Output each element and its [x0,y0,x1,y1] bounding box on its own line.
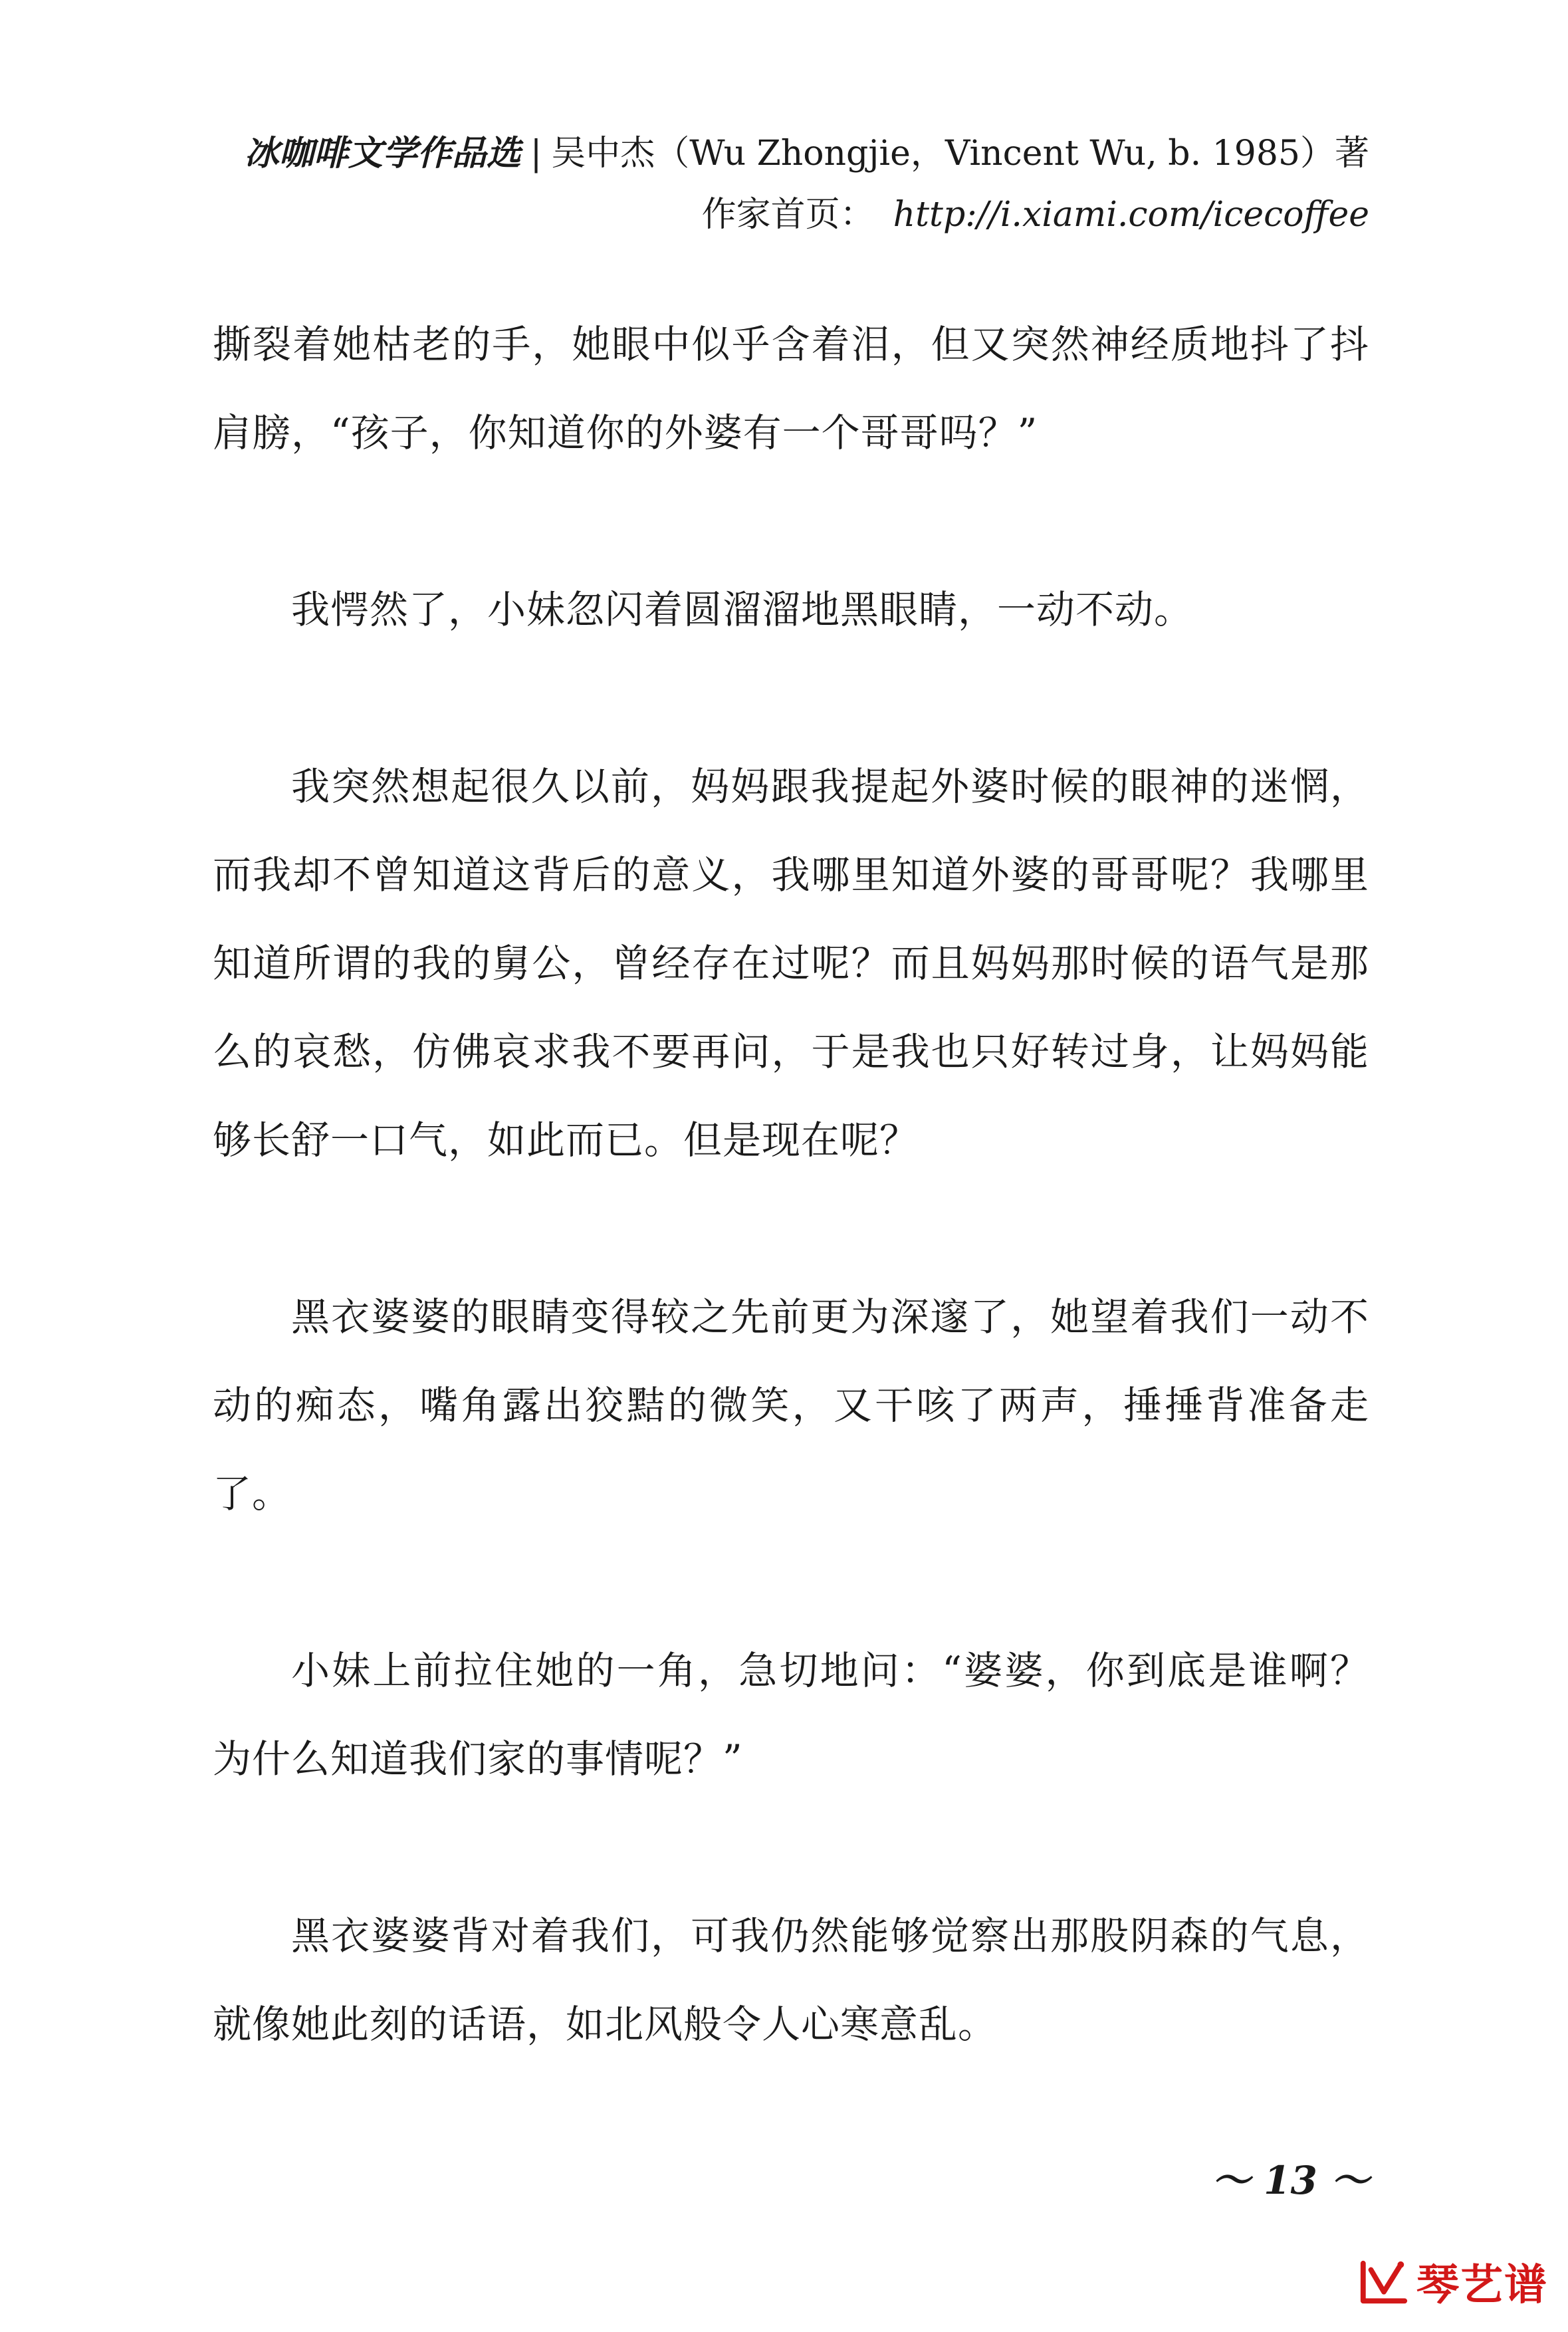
paragraph: 撕裂着她枯老的手，她眼中似乎含着泪，但又突然神经质地抖了抖肩膀，“孩子，你知道你的外婆有一个哥哥吗？” [213,322,1369,455]
homepage-label: 作家首页： [701,195,875,235]
paragraph: 黑衣婆婆背对着我们，可我仍然能够觉察出那股阴森的气息，就像她此刻的话语，如北风般令人心寒意乱。 [213,1913,1369,2047]
paragraph: 我愕然了，小妹忽闪着圆溜溜地黑眼睛，一动不动。 [291,587,1194,632]
watermark-text: 琴艺谱 [1416,2261,1548,2310]
header-title-line [245,130,1369,177]
series-title: 冰咖啡文学作品选 [244,133,521,174]
paragraph: 我突然想起很久以前，妈妈跟我提起外婆时候的眼神的迷惘，而我却不曾知道这背后的意义，我哪里知道外婆的哥哥呢？我哪里知道所谓的我的舅公，曾经存在过呢？而且妈妈那时候的语气是那么的哀愁，仿佛哀求我不要再问，于是我也只好转过身，让妈妈能够长舒一口气，如此而已。但是现在呢？ [213,764,1369,1163]
paragraph: 小妹上前拉住她的一角，急切地问：“婆婆，你到底是谁啊？为什么知道我们家的事情呢？” [213,1648,1369,1782]
header-separator: | [530,134,542,174]
page-number: ～ 13 ～ [1211,2158,1369,2203]
author-credit: 吴中杰（Wu Zhongjie，Vincent Wu, b. 1985）著 [551,134,1369,174]
header-homepage-line [702,191,1369,238]
qinyipu-logo-icon [1358,2256,1410,2307]
body-text [213,300,1369,2157]
homepage-url[interactable]: http://i.xiami.com/icecoffee [893,195,1369,235]
watermark [1358,2251,1548,2312]
paragraph: 黑衣婆婆的眼睛变得较之先前更为深邃了，她望着我们一动不动的痴态，嘴角露出狡黠的微笑，又干咳了两声，捶捶背准备走了。 [213,1294,1369,1516]
